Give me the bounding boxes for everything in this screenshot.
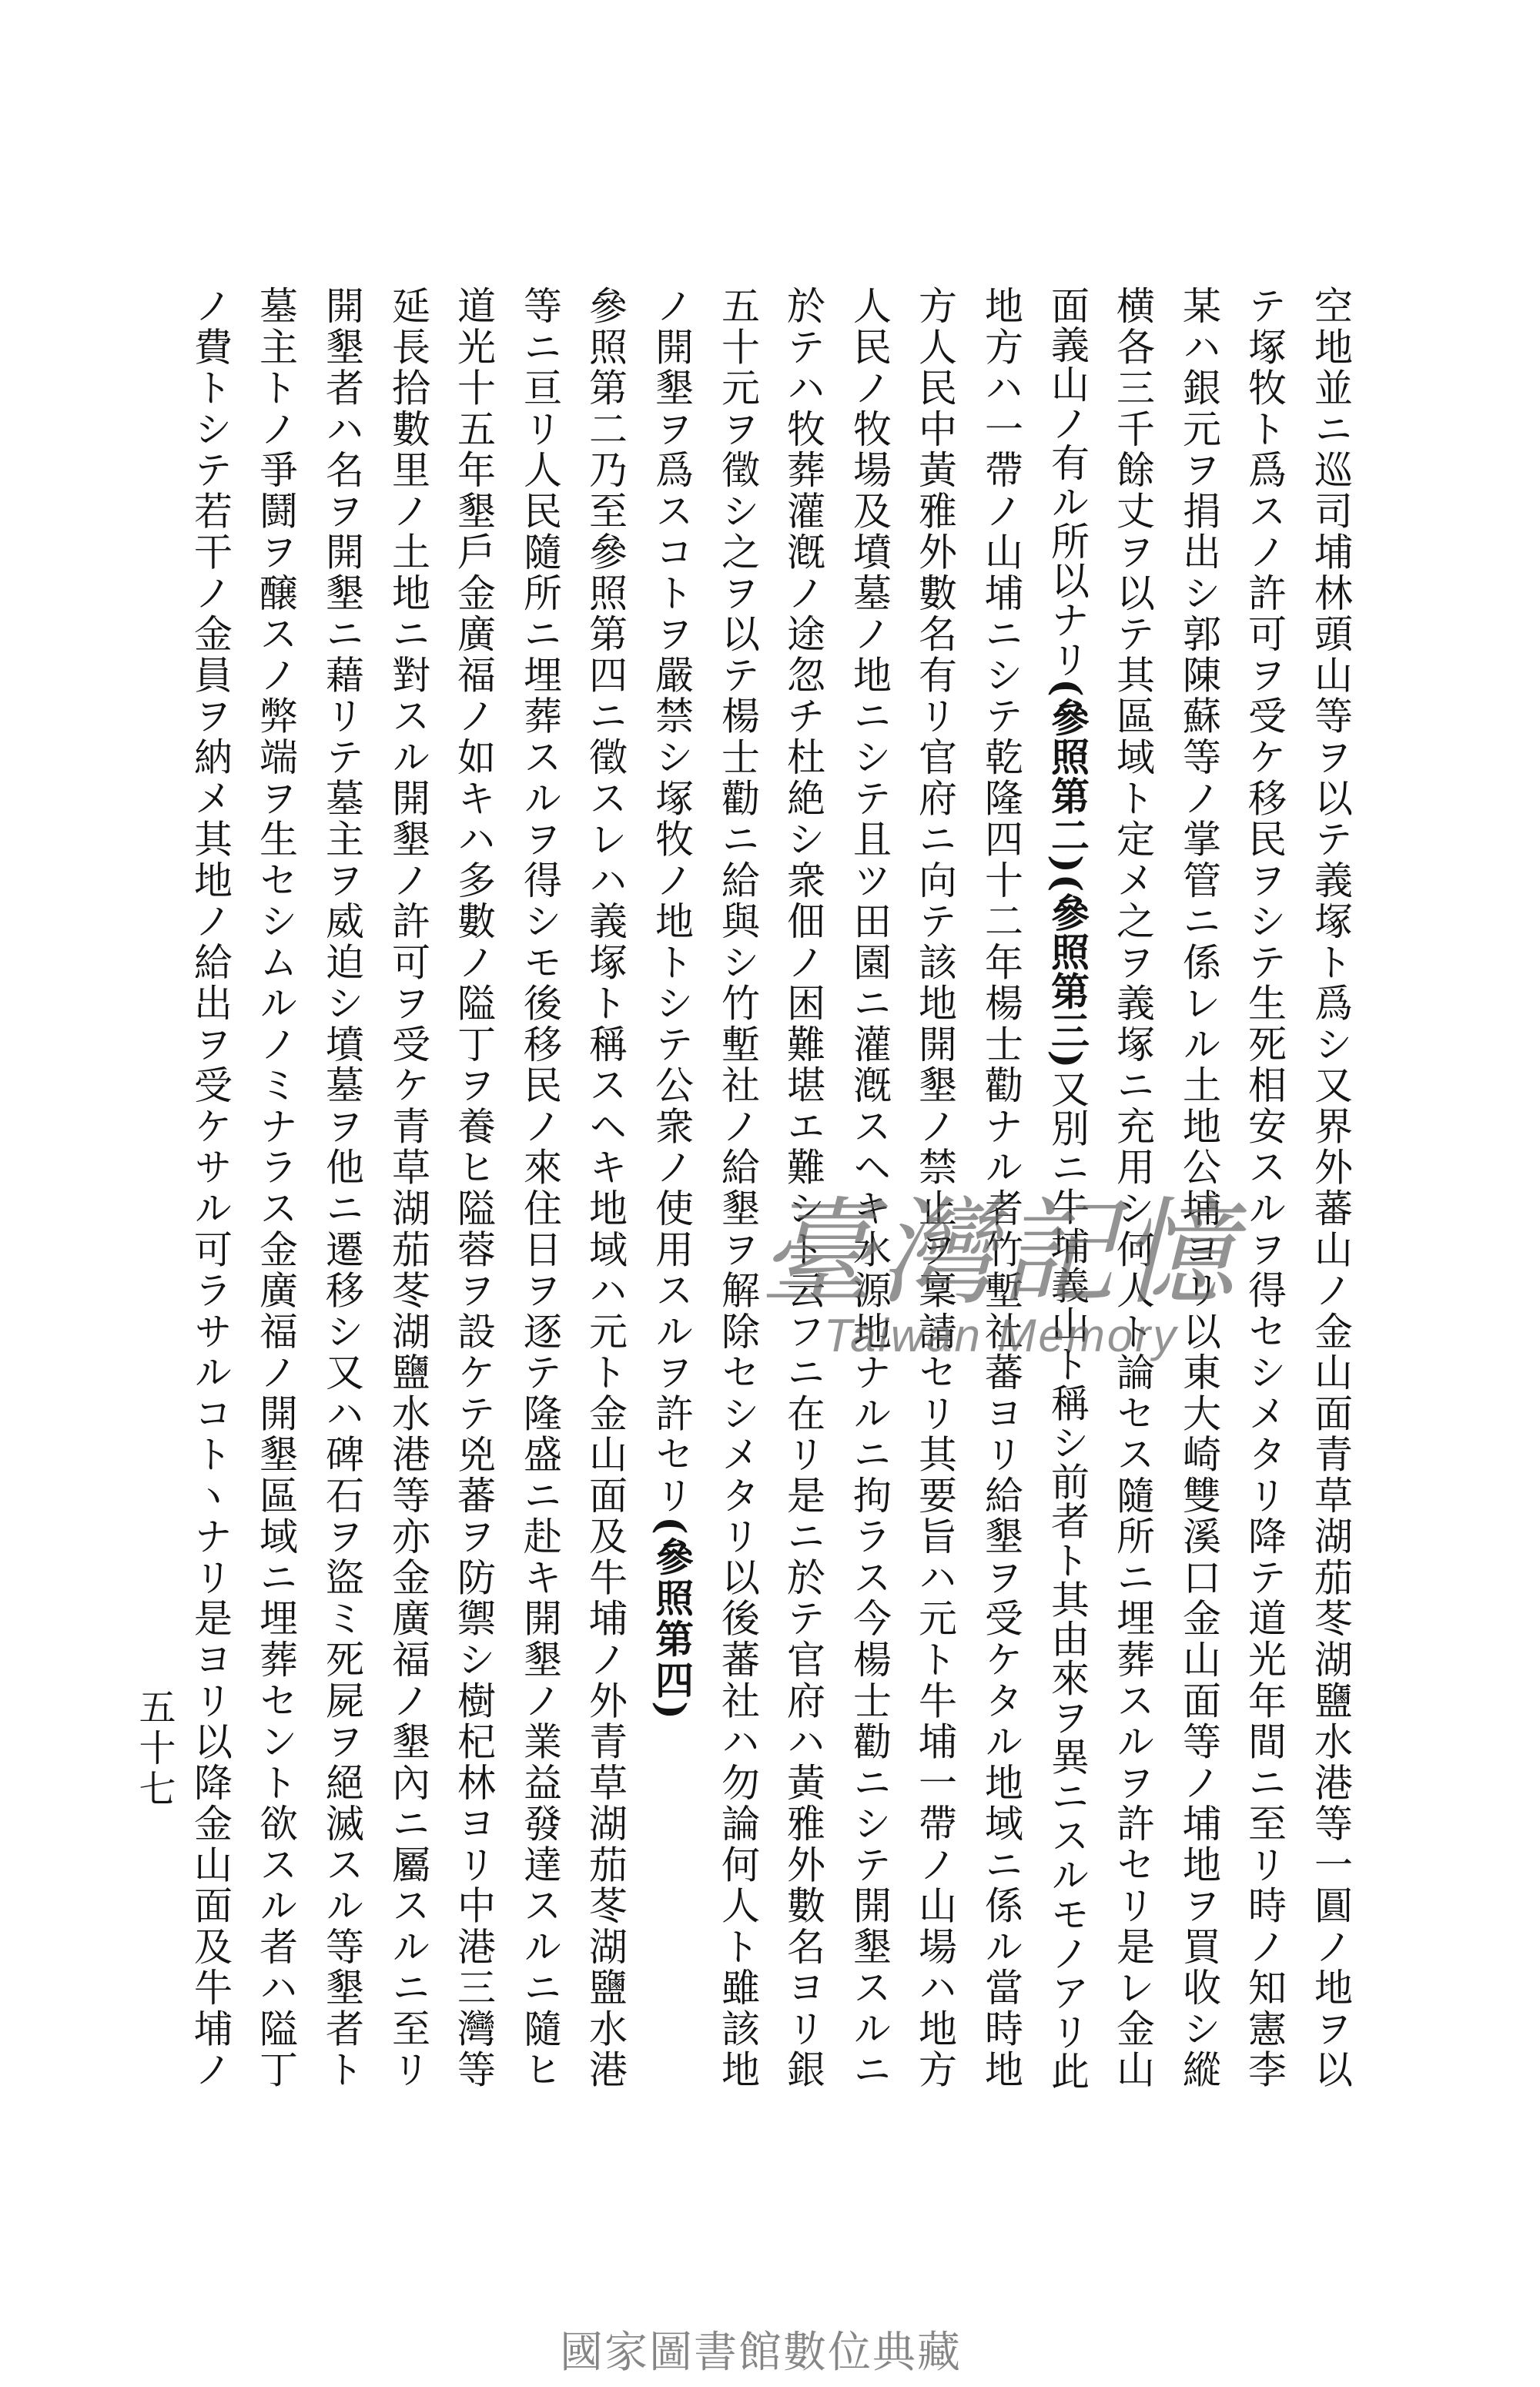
text-column-1: 空地並ニ巡司埔林頭山等ヲ以テ義塚ト爲シ又界外蕃山ノ金山面青草湖茄苳湖鹽水港等一圓ノ地ヲ以 bbox=[1308, 286, 1353, 2091]
text-column-7: 方人民中黃雅外數名有リ官府ニ向テ該地開墾ノ禁止ヲ稟請セリ其要旨ハ元ト牛埔一帶ノ山場ハ地方 bbox=[912, 286, 957, 2091]
text-column-10: 五十元ヲ徵シ之ヲ以テ楊士勸ニ給與シ竹塹社ノ給墾ヲ解除セシメタリ以後蕃社ハ勿論何人ト雖該地 bbox=[715, 286, 760, 2091]
watermark-logo-subtitle: Taiwan Memory bbox=[824, 1310, 1179, 1361]
text-column-9: 於テハ牧葬灌漑ノ途忽チ杜絶シ衆佃ノ困難堪エ難シト云フニ在リ是ニ於テ官府ハ黃雅外數名ヨリ銀 bbox=[781, 286, 825, 2091]
text-column-18: ノ費トシテ若干ノ金員ヲ納メ其地ノ給出ヲ受ケサル可ラサルコトヽナリ是ヨリ以降金山面及牛埔ノ bbox=[188, 286, 233, 2091]
text-column-4: 横各三千餘丈ヲ以テ其區域ト定メ之ヲ義塚ニ充用シ何人ト論セス隨所ニ埋葬スルヲ許セリ是レ金山 bbox=[1110, 286, 1155, 2091]
text-column-6: 地方ハ一帶ノ山埔ニシテ乾隆四十二年楊士勸ナル者竹塹社蕃ヨリ給墾ヲ受ケタル地域ニ係ル當時地 bbox=[979, 286, 1023, 2091]
text-column-5: 面義山ノ有ル所以ナリ(參照第二)(參照第三)又別ニ牛埔義山ト稱シ前者ト其由來ヲ異ニスルモノアリ此 bbox=[1045, 286, 1090, 2091]
text-column-13: 等ニ亘リ人民隨所ニ埋葬スルヲ得シモ後移民ノ來住日ヲ逐テ隆盛ニ赴キ開墾ノ業益發達スルニ隨ヒ bbox=[517, 286, 562, 2091]
footer-collection-label: 國家圖書館數位典藏 bbox=[560, 2328, 962, 2378]
watermark-logo-title: 臺灣記憶 bbox=[759, 1187, 1240, 1321]
text-column-17: 墓主トノ爭鬪ヲ醸スノ弊端ヲ生セシムルノミナラス金廣福ノ開墾區域ニ埋葬セント欲スル者ハ隘丁 bbox=[253, 286, 298, 2091]
text-column-12: 參照第二乃至參照第四ニ徵スレハ義塚ト稱スヘキ地域ハ元ト金山面及牛埔ノ外青草湖茄苳湖鹽水港 bbox=[583, 286, 628, 2091]
text-column-14: 道光十五年墾戶金廣福ノ如キハ多數ノ隘丁ヲ養ヒ隘蓉ヲ設ケテ兇蕃ヲ防禦シ樹杞林ヨリ中港三灣等 bbox=[451, 286, 496, 2091]
page-number: 五十七 bbox=[132, 1688, 176, 1810]
text-column-8: 人民ノ牧場及墳墓ノ地ニシテ且ツ田園ニ灌漑スヘキ水源地ナルニ拘ラス今楊士勸ニシテ開墾スルニ bbox=[847, 286, 892, 2091]
text-column-3: 某ハ銀元ヲ捐出シ郭陳蘇等ノ掌管ニ係レル土地公埔ヨリ以東大崎雙溪口金山面等ノ埔地ヲ買收シ縱 bbox=[1177, 286, 1221, 2091]
text-column-16: 開墾者ハ名ヲ開墾ニ藉リテ墓主ヲ威迫シ墳墓ヲ他ニ遷移シ又ハ碑石ヲ盜ミ死屍ヲ絕滅スル等墾者ト bbox=[320, 286, 364, 2091]
text-column-2: テ塚牧ト爲スノ許可ヲ受ケ移民ヲシテ生死相安スルヲ得セシメタリ降テ道光年間ニ至リ時ノ知憲李 bbox=[1242, 286, 1287, 2091]
text-column-11: ノ開墾ヲ爲スコトヲ嚴禁シ塚牧ノ地トシテ公衆ノ使用スルヲ許セリ(參照第四) bbox=[649, 286, 695, 1722]
text-column-15: 延長拾數里ノ土地ニ對スル開墾ノ許可ヲ受ケ青草湖茄苳湖鹽水港等亦金廣福ノ墾內ニ屬スルニ至リ bbox=[386, 286, 430, 2091]
